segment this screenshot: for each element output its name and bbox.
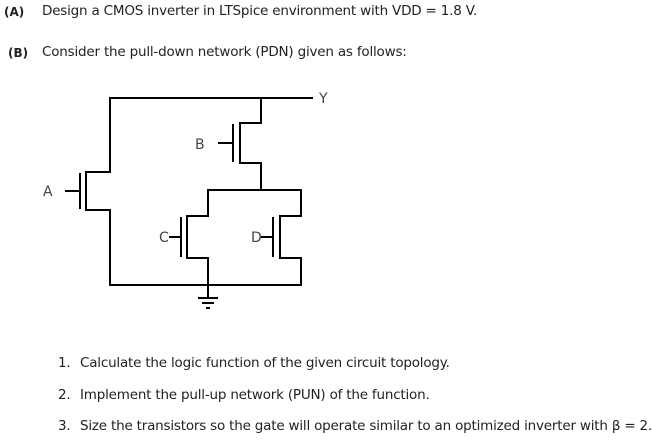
transistor-b-channel <box>240 123 261 163</box>
input-label-c: C <box>159 230 169 246</box>
task-text: Size the transistors so the gate will operate similar to an optimized inverter with β = 2. <box>80 418 652 434</box>
transistor-a-channel <box>86 172 110 210</box>
transistor-d-channel <box>280 216 301 258</box>
part-a-text: Design a CMOS inverter in LTSpice environment with VDD = 1.8 V. <box>42 3 478 19</box>
ground-icon <box>198 298 218 308</box>
input-label-d: D <box>251 230 262 246</box>
output-label-y: Y <box>319 91 328 107</box>
part-b-tag: (B) <box>8 46 29 60</box>
task-text: Implement the pull-up network (PUN) of the function. <box>80 387 430 403</box>
task-text: Calculate the logic function of the given circuit topology. <box>80 355 450 371</box>
part-b-text: Consider the pull-down network (PDN) given as follows: <box>42 44 407 60</box>
input-label-b: B <box>195 137 205 153</box>
part-a-tag: (A) <box>4 5 25 19</box>
transistor-c-channel <box>187 216 208 258</box>
task-number: 3. <box>58 418 71 434</box>
task-number: 2. <box>58 387 71 403</box>
task-number: 1. <box>58 355 71 371</box>
input-label-a: A <box>43 184 53 200</box>
